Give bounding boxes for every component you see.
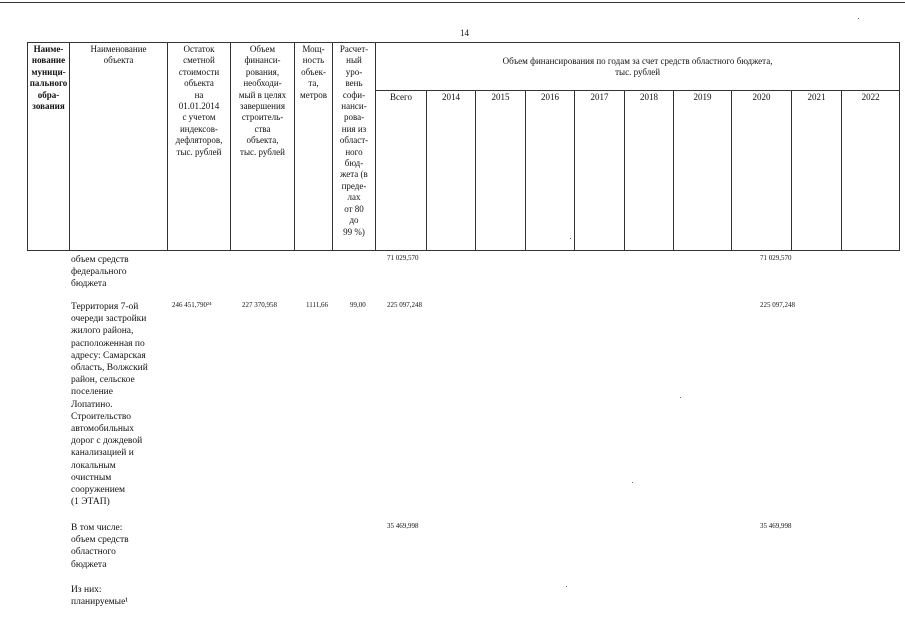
territory-object-name: Территория 7-ой очереди застройки жилого района, расположенная по адресу: Самарская область, Волжский район, сельское поселение Лопатино. Строительство автомобильных дорог с дождевой канализацией и локальным очистным сооружением (1 ЭТАП) — [71, 302, 148, 508]
regional-budget-label: В том числе: объем средств областного бюджета — [71, 523, 129, 570]
col-funding-title: Объем финансирования по годам за счет средств областного бюджета, тыс. рублей — [376, 43, 900, 91]
territory-volume-value: 227 370,958 — [242, 301, 277, 309]
federal-budget-label: объем средств федерального бюджета — [71, 255, 129, 290]
regional-total-value: 35 469,998 — [387, 522, 419, 530]
planned-label: Из них: планируемые¹ — [71, 585, 129, 608]
scan-speck — [858, 18, 859, 19]
col-level-header: Расчет- ный уро- вень софи- нанси- рова- ния из област- ного бюд- жета (в преде- лах от 80 до 99 %) — [333, 43, 376, 251]
territory-total-value: 225 097,248 — [387, 301, 422, 309]
year-header-2019: 2019 — [674, 91, 732, 251]
territory-remaining-value: 246 451,790²⁴ — [172, 301, 212, 309]
year-header-total: Всего — [376, 91, 427, 251]
year-header-2015: 2015 — [476, 91, 526, 251]
scan-speck — [632, 482, 633, 483]
year-header-2021: 2021 — [792, 91, 842, 251]
year-header-2016: 2016 — [526, 91, 575, 251]
scan-speck — [570, 238, 571, 239]
territory-capacity-value: 1111,66 — [306, 301, 328, 309]
federal-total-value: 71 029,570 — [387, 254, 419, 262]
year-header-2014: 2014 — [427, 91, 476, 251]
territory-level-value: 99,00 — [350, 301, 366, 309]
col-capacity-header: Мощ- ность объек- та, метров — [295, 43, 333, 251]
year-header-2020: 2020 — [732, 91, 792, 251]
page-number: 14 — [460, 28, 469, 38]
year-header-2018: 2018 — [625, 91, 674, 251]
col-volume-header: Объем финанси- рования, необходи- мый в целях завершения строитель- ства объекта, тыс. рублей — [231, 43, 295, 251]
scan-speck — [680, 397, 681, 398]
year-header-2017: 2017 — [575, 91, 625, 251]
territory-2020-value: 225 097,248 — [760, 301, 795, 309]
federal-2020-value: 71 029,570 — [760, 254, 792, 262]
year-header-2022: 2022 — [842, 91, 900, 251]
scan-speck — [566, 586, 567, 587]
regional-2020-value: 35 469,998 — [760, 522, 792, 530]
col-municipality-header: Наиме- нование муници- пального обра- зования — [28, 43, 70, 251]
col-remaining-header: Остаток сметной стоимости объекта на 01.01.2014 с учетом индексов- дефляторов, тыс. рублей — [168, 43, 231, 251]
top-border-line — [0, 2, 905, 3]
header-table — [27, 42, 900, 251]
col-object-header: Наименование объекта — [70, 43, 168, 251]
